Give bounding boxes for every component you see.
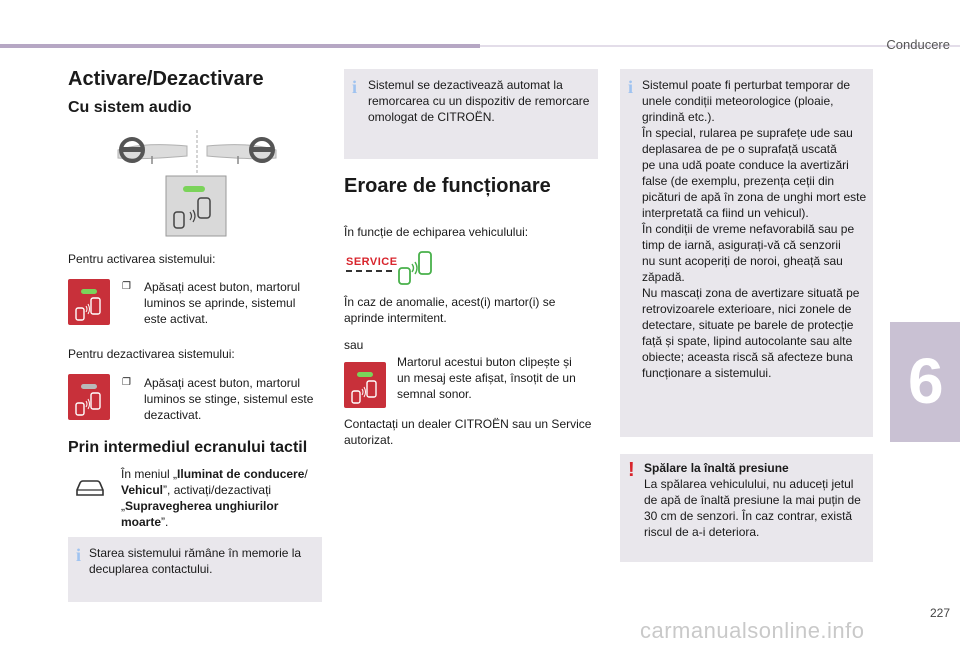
high-pressure-title: Spălare la înaltă presiune	[644, 461, 789, 475]
weather-note: Sistemul poate fi perturbat temporar de unele condiții meteorologice (ploaie, grindină etc.). În special, rularea pe suprafețe ude sau deplasarea de pe o suprafață uscată pe una udă poate conduce la avertizări false (de exemplu, prezența ceții din picături de apă în zona de unghi mort este interpretată ca fiind un vehicul). În condiții de vreme nefavorabilă sau pe timp de iarnă, asigurați-vă că senzorii nu sunt acoperiți de noroi, gheață sau zăpadă. Nu mascați zona de avertizare situată pe retrovizoarele exterioare, nici zonele de detectare, situate pe barele de protecție față și spate, lipind autocolante sau alte obiecte; aceasta riscă să afecteze buna funcționare a sistemului.	[642, 78, 867, 380]
page-number: 227	[929, 606, 950, 620]
info-icon: i	[76, 545, 82, 565]
activate-step: Apăsați acest buton, martorul luminos se aprinde, sistemul este activat.	[144, 280, 301, 326]
high-pressure-text: Spălare la înaltă presiune La spălarea vehiculului, nu aduceți jetul de apă de înaltă presiune la mai puțin de 30 cm de senzori. În caz contrar, există riscul de a-i deteriora.	[644, 460, 872, 540]
deactivate-step: Apăsați acest buton, martorul luminos se stinge, sistemul este dezactivat.	[144, 376, 314, 422]
dashboard-illustration	[112, 128, 282, 240]
service-warning-lamp: SERVICE	[346, 256, 398, 268]
service-lamp-underline	[346, 270, 392, 272]
car-menu-icon	[74, 478, 106, 498]
activate-intro: Pentru activarea sistemului:	[68, 252, 216, 266]
steering-wheel-left-icon	[118, 139, 187, 164]
section-title-malfunction: Eroare de funcționare	[344, 175, 551, 197]
blind-spot-button-icon	[166, 176, 226, 236]
blink-text: Martorul acestui buton clipește și un mesaj este afișat, însoțit de un semnal sonor.	[397, 355, 576, 401]
memory-note: Starea sistemului rămâne în memorie la decuplarea contactului.	[89, 546, 302, 576]
indicator-led-blinking	[357, 372, 373, 377]
warning-icon: !	[628, 459, 635, 481]
weather-info-box	[620, 69, 873, 437]
anomaly-text: În caz de anomalie, acest(i) martor(i) se aprinde intermitent.	[344, 295, 556, 325]
bullet-icon: ❐	[122, 377, 131, 388]
chapter-title: Conducere	[886, 37, 950, 52]
subtitle-touch-screen: Prin intermediul ecranului tactil	[68, 439, 308, 456]
towing-note: Sistemul se dezactivează automat la remorcarea cu un dispozitiv de remorcare omologat de CITROËN.	[368, 78, 590, 124]
high-pressure-warning-box	[620, 454, 873, 562]
touch-screen-instructions: În meniul „Iluminat de conducere/ Vehicul”, activați/dezactivați „Supravegherea unghiurilor moarte”.	[121, 467, 308, 529]
blind-spot-car-icon	[74, 392, 104, 416]
blind-spot-car-icon	[74, 297, 104, 321]
section-title-activation: Activare/Dezactivare	[68, 68, 264, 90]
indicator-led-off	[81, 384, 97, 389]
chapter-tab	[890, 322, 960, 442]
watermark: carmanualsonline.info	[640, 618, 865, 643]
contact-dealer-text: Contactați un dealer CITROËN sau un Service autorizat.	[344, 417, 592, 447]
blind-spot-car-icon	[350, 380, 380, 404]
info-icon: i	[628, 77, 634, 97]
blind-spot-button-off[interactable]	[68, 374, 110, 420]
deactivate-intro: Pentru dezactivarea sistemului:	[68, 347, 235, 361]
towing-info-box	[344, 69, 598, 159]
blind-spot-button-blinking[interactable]	[344, 362, 386, 408]
blind-spot-warning-lamp-icon	[396, 250, 436, 286]
indicator-led-on	[81, 289, 97, 294]
info-icon: i	[352, 77, 358, 97]
memory-info-box	[68, 537, 322, 602]
or-text: sau	[344, 338, 364, 352]
blind-spot-button-on[interactable]	[68, 279, 110, 325]
subtitle-audio-system: Cu sistem audio	[68, 99, 192, 116]
steering-wheel-right-icon	[207, 139, 276, 164]
bullet-icon: ❐	[122, 281, 131, 292]
equipment-note: În funcție de echiparea vehiculului:	[344, 225, 529, 239]
chapter-number: 6	[908, 345, 944, 417]
header-accent-bar	[0, 44, 480, 48]
